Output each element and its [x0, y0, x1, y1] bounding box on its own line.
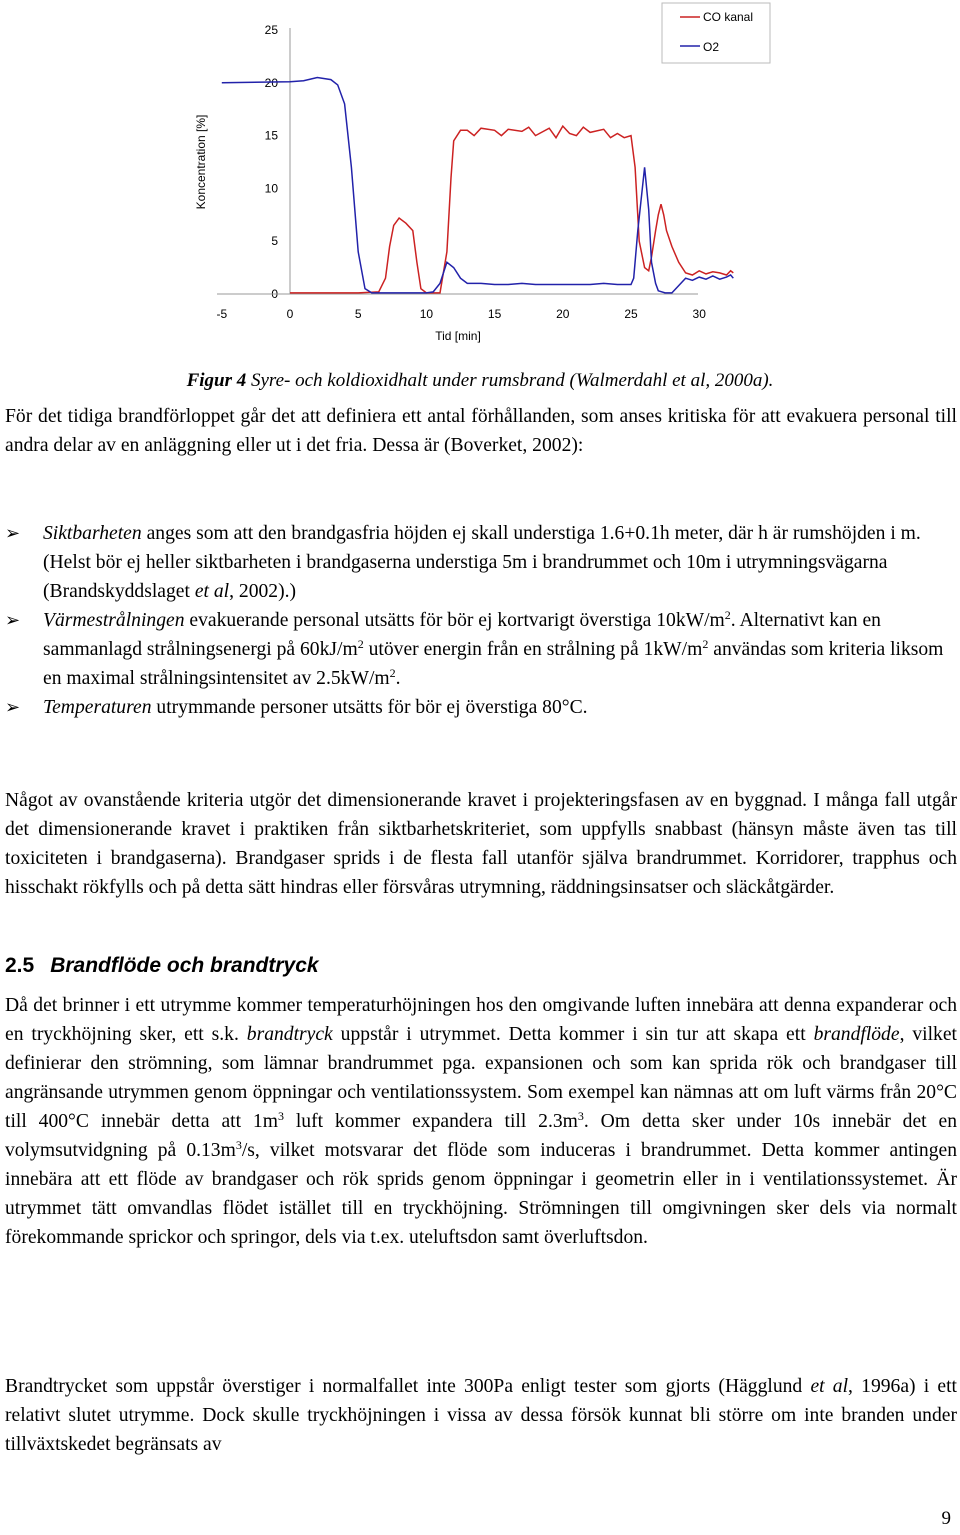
- text-run: uppstår i utrymmet. Detta kommer i sin tur att skapa ett: [332, 1024, 814, 1045]
- bullet-text: , 2002).): [229, 581, 297, 602]
- y-axis-label: Koncentration [%]: [194, 114, 208, 210]
- text-run: . Om detta sker under 10s innebär det en volymsutvidgning på 0.13m: [5, 1111, 957, 1161]
- concentration-chart: [0, 0, 960, 360]
- y-tick-label: 5: [271, 234, 278, 249]
- term-brandflode: brandflöde: [813, 1024, 900, 1045]
- bullet-term: Siktbarheten: [43, 523, 142, 544]
- superscript: 3: [577, 1109, 584, 1123]
- bullet-text: utrymmande personer utsätts för bör ej överstiga 80°C.: [151, 697, 588, 718]
- arrow-bullet-icon: ➢: [5, 697, 21, 718]
- citation-etal: et al: [810, 1376, 849, 1397]
- page-number: 9: [941, 1508, 951, 1529]
- x-tick-label: 30: [692, 307, 706, 321]
- bullet-text: utöver energin från en strålning på 1kW/m: [363, 639, 703, 660]
- x-tick-label: 15: [487, 307, 502, 321]
- x-tick-label: 5: [354, 307, 362, 321]
- figure-caption: [0, 370, 960, 392]
- figure-caption-text: Syre- och koldioxidhalt under rumsbrand (Walmerdahl et al, 2000a).: [246, 370, 774, 391]
- bullet-text: .: [395, 668, 401, 689]
- figure-label: Figur 4: [186, 370, 247, 391]
- paragraph-criteria: Något av ovanstående kriteria utgör det dimensionerande kravet i projekteringsfasen av en byggnad. I många fall utgår det dimensionerande kravet i praktiken från siktbarhetskriteriet, som uppfylls snabbast (hänsyn måste även tas till toxiciteten i brandgaserna). Brandgaser sprids i de flesta fall utanför själva brandrummet. Korridorer, trapphus och hisschakt rökfylls och på detta sätt hindras eller försvåras utrymning, räddningsinsatser och släckåtgärder.: [5, 790, 957, 898]
- text-run: Brandtrycket som uppstår överstiger i normalfallet inte 300Pa enligt tester som gjorts (Hägglund: [5, 1376, 811, 1397]
- bullet-text: användas som kriteria liksom en maximal strålningsintensitet av 2.5kW/m: [43, 639, 944, 689]
- text-run: luft kommer expandera till 2.3m: [283, 1111, 578, 1132]
- x-tick-label: 10: [419, 307, 434, 321]
- paragraph-brandtryck: [5, 991, 957, 1252]
- x-tick-label: 20: [556, 307, 570, 321]
- y-tick-label: 20: [264, 75, 278, 90]
- x-axis-label: Tid [min]: [435, 329, 481, 343]
- legend-label-o2: O2: [703, 40, 720, 54]
- bullet-text: . Alternativt kan en sammanlagd strålningsenergi på 60kJ/m: [43, 610, 881, 660]
- text-run: , vilket definierar den strömning, som lämnar brandrummet pga. expansionen och som kan sprida rök och brandgaser till angränsande utrymmen genom öppningar och ventilationssystem. Som exempel kan nämnas att om luft värms från 20°C till 400°C innebär detta att 1m: [5, 1024, 957, 1132]
- x-tick-label: -5: [216, 307, 228, 321]
- arrow-bullet-icon: ➢: [5, 523, 21, 544]
- text-run: /s, vilket motsvarar det flöde som induceras i brandrummet. Detta kommer antingen innebära att ett flöde av brandgaser och rök sprids genom öppningar i geometrin eller in i ventilationssystemet. Är utrymmet tätt omvandlas flödet istället till en tryckhöjning. Strömningen till omgivningen sker dels via normalt förekommande sprickor och springor, dels via t.ex. uteluftsdon samt överluftsdon.: [5, 1140, 957, 1248]
- section-number: 2.5: [5, 954, 35, 977]
- superscript: 2: [724, 608, 731, 622]
- list-item: [5, 519, 957, 606]
- bullet-text: anges som att den brandgasfria höjden ej skall understiga 1.6+0.1h meter, där h är rumshöjden i m. (Helst bör ej heller siktbarheten i brandgaserna understiga 5m i brandrummet och 10m i utrymningsvägarna (Brandskyddslaget: [43, 523, 921, 602]
- list-item: [5, 693, 957, 722]
- superscript: 3: [277, 1109, 284, 1123]
- x-tick-label: 25: [624, 307, 638, 321]
- series-line-o2: [222, 75, 734, 293]
- legend: [662, 3, 770, 63]
- paragraph-intro: För det tidiga brandförloppet går det att definiera ett antal förhållanden, som anses kritiska för att evakuera personal till andra delar av en anläggning eller ut i det fria. Dessa är (Boverket, 2002):: [5, 406, 957, 456]
- bullet-term: Temperaturen: [43, 697, 152, 718]
- list-item: [5, 606, 957, 693]
- criteria-list: [5, 519, 957, 722]
- term-brandtryck: brandtryck: [246, 1024, 333, 1045]
- series-line-co-kanal: [290, 126, 733, 293]
- y-tick-label: 25: [264, 23, 278, 37]
- bullet-text: evakuerande personal utsätts för bör ej kortvarigt överstiga 10kW/m: [184, 610, 725, 631]
- superscript: 3: [235, 1138, 242, 1152]
- y-tick-labels: [265, 23, 279, 301]
- y-tick-label: 15: [264, 128, 278, 143]
- paragraph-pressure: [5, 1372, 957, 1459]
- legend-label-co: CO kanal: [703, 10, 754, 24]
- text-run: , 1996a) i ett relativt slutet utrymme. Dock skulle tryckhöjningen i vissa av dessa försök kunnat bli större om inte branden under tillväxtskedet begränsats av: [5, 1376, 958, 1455]
- superscript: 2: [357, 637, 364, 651]
- arrow-bullet-icon: ➢: [5, 610, 21, 631]
- superscript: 2: [389, 666, 396, 680]
- y-tick-label: 10: [264, 181, 278, 196]
- bullet-term: Värmestrålningen: [43, 610, 185, 631]
- x-tick-label: 0: [286, 307, 294, 321]
- text-run: Då det brinner i ett utrymme kommer temperaturhöjningen hos den omgivande luften innebära att denna expanderar och en tryckhöjning sker, ett s.k.: [5, 995, 957, 1045]
- series-lines: [222, 75, 734, 293]
- bullet-etal: et al: [194, 581, 230, 602]
- section-heading: [5, 954, 319, 978]
- section-title: Brandflöde och brandtryck: [50, 954, 319, 977]
- x-tick-labels: [216, 307, 706, 321]
- y-tick-label: 0: [271, 287, 278, 301]
- superscript: 2: [702, 637, 709, 651]
